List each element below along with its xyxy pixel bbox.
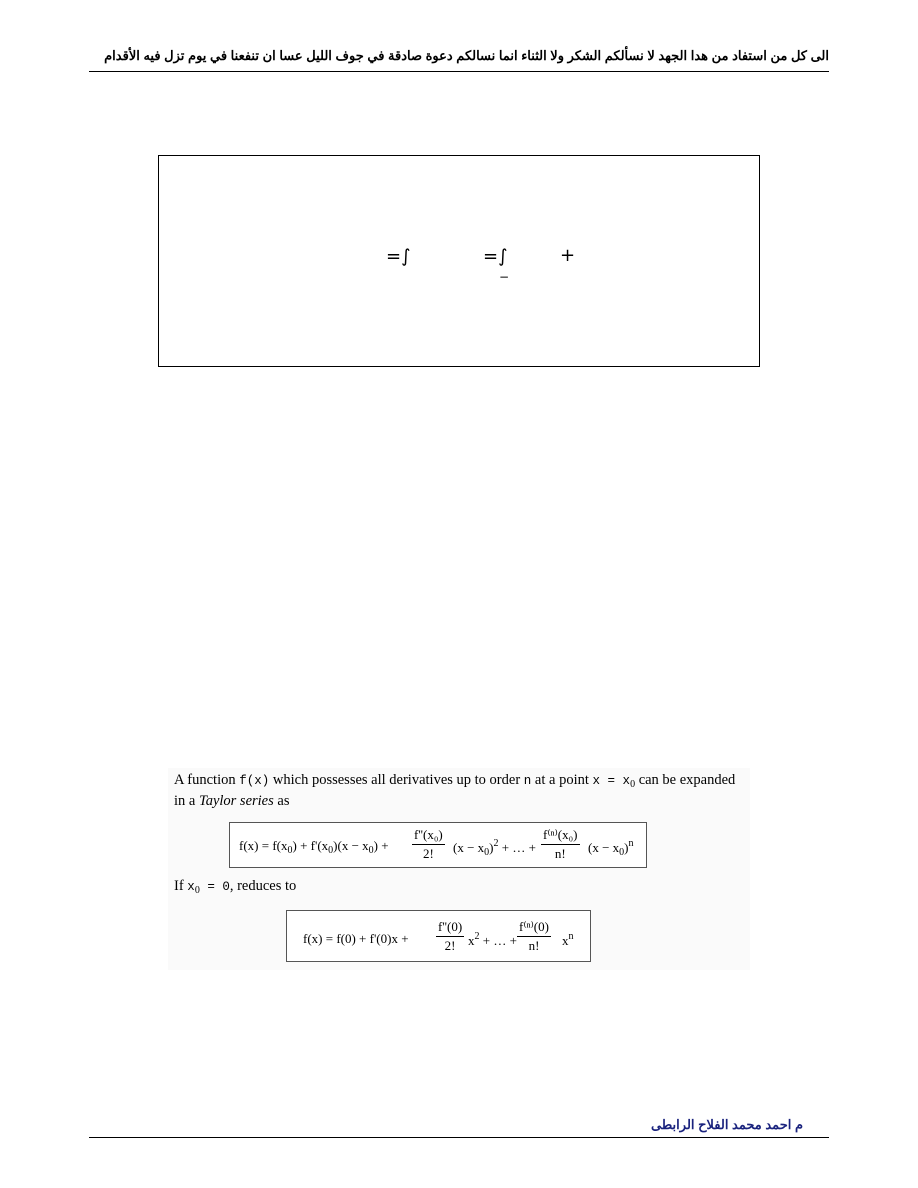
page-header: الى كل من استفاد من هدا الجهد لا نسألكم الشكر ولا الثناء انما نسالكم دعوة صادقة في جوف الليل عسا ان تنفعنا في يوم تزل فيه الأقدام bbox=[104, 48, 829, 63]
maclaurin-eq-right: $x^n$ bbox=[562, 931, 574, 948]
maclaurin-intro-line: If $x_0 = 0$, reduces to bbox=[174, 878, 297, 896]
maclaurin-eq-left: f(x) = f(0) + f'(0)x + bbox=[303, 931, 409, 946]
taylor-eq-left: $f(x) = f(x_0) + f'(x_0)(x - x_0)$ + bbox=[239, 838, 389, 856]
taylor-eq-middle: $(x - x_0)^2$ + … + bbox=[453, 838, 536, 858]
author-name: م احمد محمد الفلاح الرابطى bbox=[651, 1117, 803, 1132]
integral-equals-2: =∫ bbox=[483, 246, 508, 267]
maclaurin-eq-middle: $x^2$ + … + bbox=[468, 931, 517, 948]
integral-equals-1: =∫ bbox=[386, 246, 411, 267]
taylor-eq-fraction-nth: $\frac{\text{f⁽ⁿ⁾(x₀)}}{n!}$ bbox=[543, 827, 578, 861]
taylor-intro-line-2: in a Taylor series as bbox=[174, 793, 290, 809]
taylor-equation-box bbox=[229, 822, 647, 868]
taylor-series-figure bbox=[168, 768, 750, 970]
taylor-intro-line: A function f(x) which possesses all derivatives up to order n at a point $x = x_0$ can be expanded bbox=[174, 772, 736, 790]
maclaurin-eq-fraction-nth: $\frac{\text{f⁽ⁿ⁾(0)}}{n!}$ bbox=[519, 919, 549, 953]
taylor-eq-right: $(x - x_0)^n$ bbox=[588, 838, 634, 858]
lower-limit-minus: − bbox=[499, 270, 510, 284]
maclaurin-eq-fraction-2nd: $\frac{f''(0)}{2!}$ bbox=[438, 919, 463, 953]
plus-sign: + bbox=[560, 245, 576, 266]
maclaurin-equation-box bbox=[286, 910, 591, 962]
taylor-eq-fraction-2nd: $\frac{\text{f''(x₀)}}{2!}$ bbox=[414, 827, 443, 861]
footer-divider bbox=[89, 1137, 829, 1138]
header-divider bbox=[89, 71, 829, 72]
formula-box bbox=[158, 155, 760, 367]
